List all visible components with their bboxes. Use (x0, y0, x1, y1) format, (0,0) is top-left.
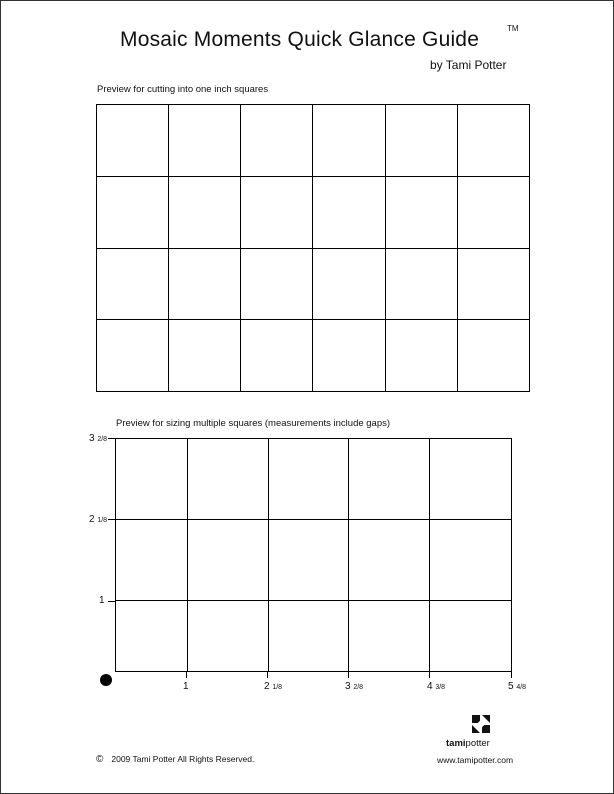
x-label-whole: 1 (183, 681, 189, 692)
grid-cell (241, 177, 313, 249)
grid-cell (97, 320, 169, 392)
x-label-fraction: 1/8 (272, 684, 283, 691)
x-axis-label (427, 681, 445, 692)
origin-dot (100, 674, 112, 686)
grid-cell (116, 520, 188, 602)
grid-cell (188, 520, 269, 602)
copyright-symbol: © (96, 754, 104, 765)
x-axis-label (264, 681, 282, 692)
grid-cell (97, 177, 169, 249)
grid-cell (430, 520, 512, 602)
grid-cell (430, 439, 512, 520)
grid-cell (169, 177, 241, 249)
grid-cell (430, 601, 512, 672)
website-url: www.tamipotter.com (437, 755, 514, 765)
grid-cell (313, 105, 385, 177)
y-axis-tick (108, 438, 115, 439)
grid-cell (313, 249, 385, 321)
y-label-whole: 3 (89, 433, 95, 444)
copyright-notice (96, 754, 254, 765)
x-label-fraction: 4/8 (516, 684, 527, 691)
grid-cell (241, 249, 313, 321)
sizing-squares-grid (115, 438, 512, 672)
one-inch-squares-grid (96, 104, 530, 392)
x-label-whole: 2 (264, 681, 270, 692)
logo-bold-text: tami (446, 738, 466, 749)
grid-cell (188, 601, 269, 672)
y-label-fraction: 2/8 (97, 436, 108, 443)
logo-wordmark (446, 738, 490, 749)
grid-cell (458, 249, 530, 321)
grid-cell (386, 320, 458, 392)
y-axis-label (89, 514, 107, 525)
x-label-whole: 4 (427, 681, 433, 692)
x-label-fraction: 2/8 (353, 684, 364, 691)
y-axis-label (89, 433, 107, 444)
grid-cell (349, 601, 430, 672)
grid-cell (169, 105, 241, 177)
page-title: Mosaic Moments Quick Glance Guide (120, 28, 480, 51)
grid-cell (269, 520, 350, 602)
y-label-whole: 2 (89, 514, 95, 525)
grid-cell (241, 105, 313, 177)
grid-cell (169, 249, 241, 321)
grid-cell (169, 320, 241, 392)
grid-cell (386, 249, 458, 321)
x-label-whole: 5 (508, 681, 514, 692)
grid-cell (313, 177, 385, 249)
logo-light-text: potter (465, 738, 490, 749)
grid-cell (313, 320, 385, 392)
grid-cell (458, 177, 530, 249)
grid-cell (241, 320, 313, 392)
grid-cell (458, 105, 530, 177)
grid-cell (349, 520, 430, 602)
y-label-fraction: 1/8 (97, 517, 108, 524)
grid-cell (269, 601, 350, 672)
grid-cell (116, 601, 188, 672)
grid-cell (116, 439, 188, 520)
grid-cell (97, 249, 169, 321)
grid-cell (97, 105, 169, 177)
copyright-text: 2009 Tami Potter All Rights Reserved. (111, 754, 255, 764)
x-axis-label (345, 681, 363, 692)
sizing-grid-caption: Preview for sizing multiple squares (measurements include gaps) (116, 418, 391, 429)
x-axis-tick (429, 672, 430, 678)
x-axis-tick (348, 672, 349, 678)
author-byline: by Tami Potter (430, 58, 507, 72)
x-axis-tick (511, 672, 512, 678)
x-label-whole: 3 (345, 681, 351, 692)
grid-cell (349, 439, 430, 520)
y-axis-tick (108, 601, 115, 602)
x-axis-tick (267, 672, 268, 678)
grid-cell (269, 439, 350, 520)
y-label-whole: 1 (99, 595, 105, 606)
trademark-mark: TM (507, 24, 519, 33)
x-axis-label (183, 681, 189, 692)
x-axis-label (508, 681, 526, 692)
tamipotter-logo-icon (471, 714, 491, 734)
x-axis-tick (186, 672, 187, 678)
grid-cell (386, 177, 458, 249)
x-label-fraction: 3/8 (435, 684, 446, 691)
y-axis-label (99, 595, 105, 606)
grid-cell (458, 320, 530, 392)
y-axis-tick (108, 519, 115, 520)
grid-cell (188, 439, 269, 520)
one-inch-grid-caption: Preview for cutting into one inch squares (97, 84, 269, 95)
grid-cell (386, 105, 458, 177)
